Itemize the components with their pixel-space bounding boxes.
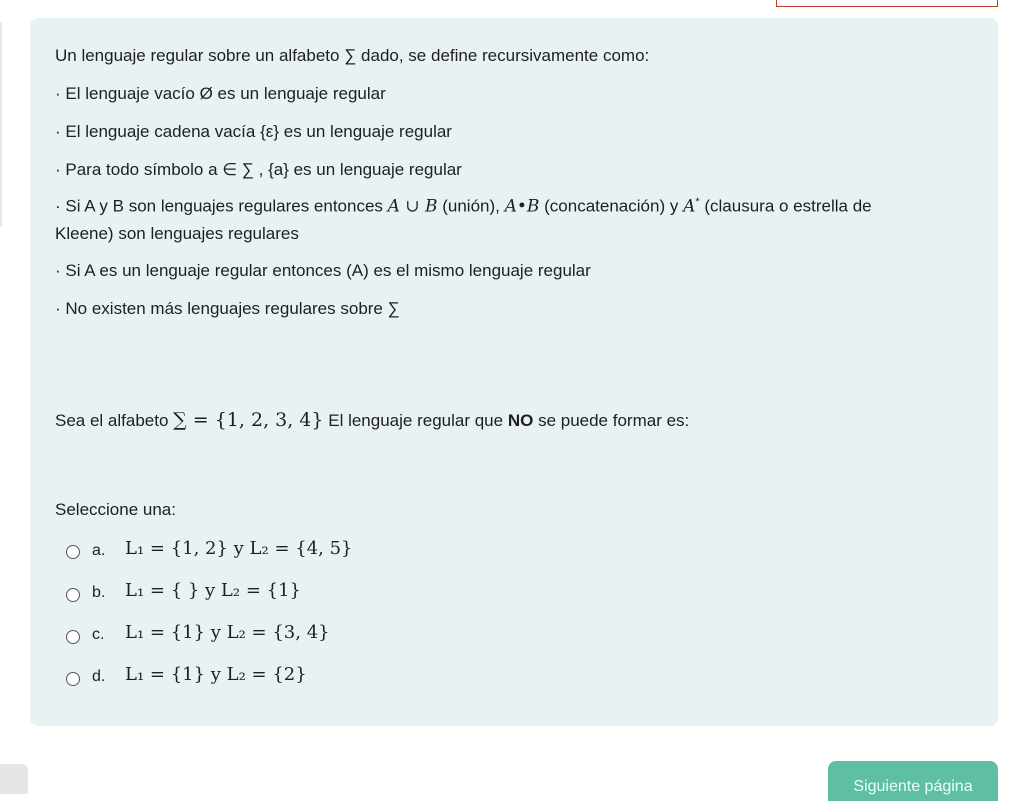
- select-label: Seleccione una:: [55, 500, 176, 519]
- question-bold-no: NO: [507, 411, 534, 430]
- bullet-no-more: · No existen más lenguajes regulares sobre ∑: [55, 299, 400, 318]
- star-superscript: *: [695, 196, 700, 208]
- union-expression: A ∪ B: [387, 196, 438, 217]
- concat-label: (concatenación) y: [544, 196, 679, 216]
- option-c-radio[interactable]: [66, 630, 80, 644]
- question-end: se puede formar es:: [538, 411, 690, 430]
- option-d-letter: d.: [92, 668, 106, 685]
- bullet-operations: [55, 196, 872, 217]
- option-b-radio[interactable]: [66, 588, 80, 602]
- question-mid: El lenguaje regular que: [328, 411, 504, 430]
- option-b-letter: b.: [92, 584, 106, 601]
- next-page-button[interactable]: Siguiente página: [828, 761, 998, 801]
- question-prefix: Sea el alfabeto: [55, 411, 169, 430]
- star-expression: A: [683, 196, 696, 217]
- option-c-math[interactable]: L₁ = {1} y L₂ = {3, 4}: [125, 622, 330, 643]
- option-c-letter: c.: [92, 626, 105, 643]
- option-a-math[interactable]: L₁ = {1, 2} y L₂ = {4, 5}: [125, 538, 353, 559]
- bullet-operations-line2: Kleene) son lenguajes regulares: [55, 224, 299, 243]
- option-d-math[interactable]: L₁ = {1} y L₂ = {2}: [125, 664, 307, 685]
- bullet-operations-start: · Si A y B son lenguajes regulares entonces: [55, 196, 383, 216]
- bullet-operations-end: (clausura o estrella de: [704, 196, 872, 216]
- union-label: (unión),: [442, 196, 500, 216]
- bullet-empty-language: · El lenguaje vacío Ø es un lenguaje regular: [55, 84, 386, 103]
- bullet-parentheses: · Si A es un lenguaje regular entonces (A) es el mismo lenguaje regular: [55, 261, 591, 280]
- option-a-radio[interactable]: [66, 545, 80, 559]
- question-alphabet-math: ∑ = {1, 2, 3, 4}: [173, 409, 324, 431]
- question-text: [55, 409, 689, 431]
- option-d-radio[interactable]: [66, 672, 80, 686]
- option-a-letter: a.: [92, 542, 106, 559]
- previous-page-button[interactable]: [0, 764, 28, 794]
- concat-expression: A•B: [504, 196, 540, 217]
- intro-text: Un lenguaje regular sobre un alfabeto ∑ dado, se define recursivamente como:: [55, 46, 650, 65]
- left-panel-edge: [0, 22, 2, 227]
- option-b-math[interactable]: L₁ = { } y L₂ = {1}: [125, 580, 301, 601]
- bullet-symbol: · Para todo símbolo a ∈ ∑ , {a} es un lenguaje regular: [55, 160, 462, 179]
- bullet-empty-string: · El lenguaje cadena vacía {ε} es un lenguaje regular: [55, 122, 452, 141]
- top-input-box: [776, 0, 998, 7]
